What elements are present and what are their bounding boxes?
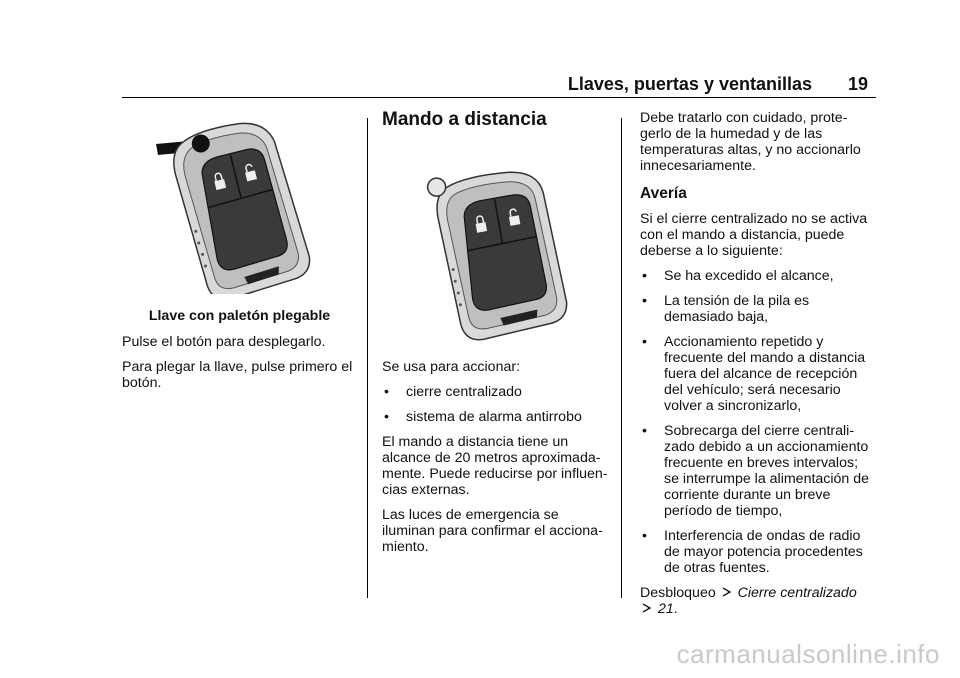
list-item: • sistema de alarma antirrobo [384,409,582,425]
list-item: • La tensión de la pila es demasiado baja, [642,293,810,325]
section-heading: Mando a distancia [382,109,547,130]
list-item: • Se ha excedido el alcance, [642,268,834,284]
list-item: • cierre centralizado [384,384,522,400]
paragraph: Se usa para accionar: [382,359,521,375]
paragraph: Si el cierre centralizado no se activa con el mando a distancia, puede deberse a lo siguiente: [640,211,868,259]
left-column [122,122,357,400]
paragraph: Debe tratarlo con cuidado, prote-gerlo de la humedad y de las temperaturas altas, y no accionarlo innecesariamente. [640,110,861,174]
subsection-heading: Avería [640,185,687,202]
cross-reference[interactable]: Desbloqueo Cierre centralizado 21. [640,585,857,617]
column-divider-left [367,118,368,598]
paragraph: El mando a distancia tiene un alcance de 20 metros aproximada-mente. Puede reducirse por influen-cias externas. [382,434,608,498]
paragraph: Para plegar la llave, pulse primero el botón. [122,359,353,391]
paragraph: Pulse el botón para desplegarlo. [122,334,326,350]
middle-column [382,109,614,564]
folding-key-illustration [122,122,357,294]
bullet-list [382,384,614,425]
column-divider-right [621,118,622,598]
header-rule [122,97,876,98]
paragraph: Las luces de emergencia se iluminan para confirmar el acciona-miento. [382,507,603,555]
figure-caption: Llave con paletón plegable [148,308,331,324]
remote-key-illustration [382,137,614,347]
list-item: • Accionamiento repetido y frecuente del mando a distancia fuera del alcance de recepción del vehículo; será necesario volver a sincronizarlo, [642,334,866,414]
watermark: carmanualsonline.info [676,639,940,669]
list-item: • Interferencia de ondas de radio de mayor potencia procedentes de otras fuentes. [642,528,863,576]
page-number: 19 [847,74,868,94]
page-header-title: Llaves, puertas y ventanillas [567,74,812,94]
cross-reference-icon [640,601,654,615]
list-item: • Sobrecarga del cierre centrali-zado debido a un accionamiento frecuente en breves intervalos; se interrumpe la alimentación de corriente durante un breve período de tiempo, [642,423,870,519]
right-column [640,110,876,626]
bullet-list [640,268,876,576]
cross-reference-icon [720,585,734,599]
